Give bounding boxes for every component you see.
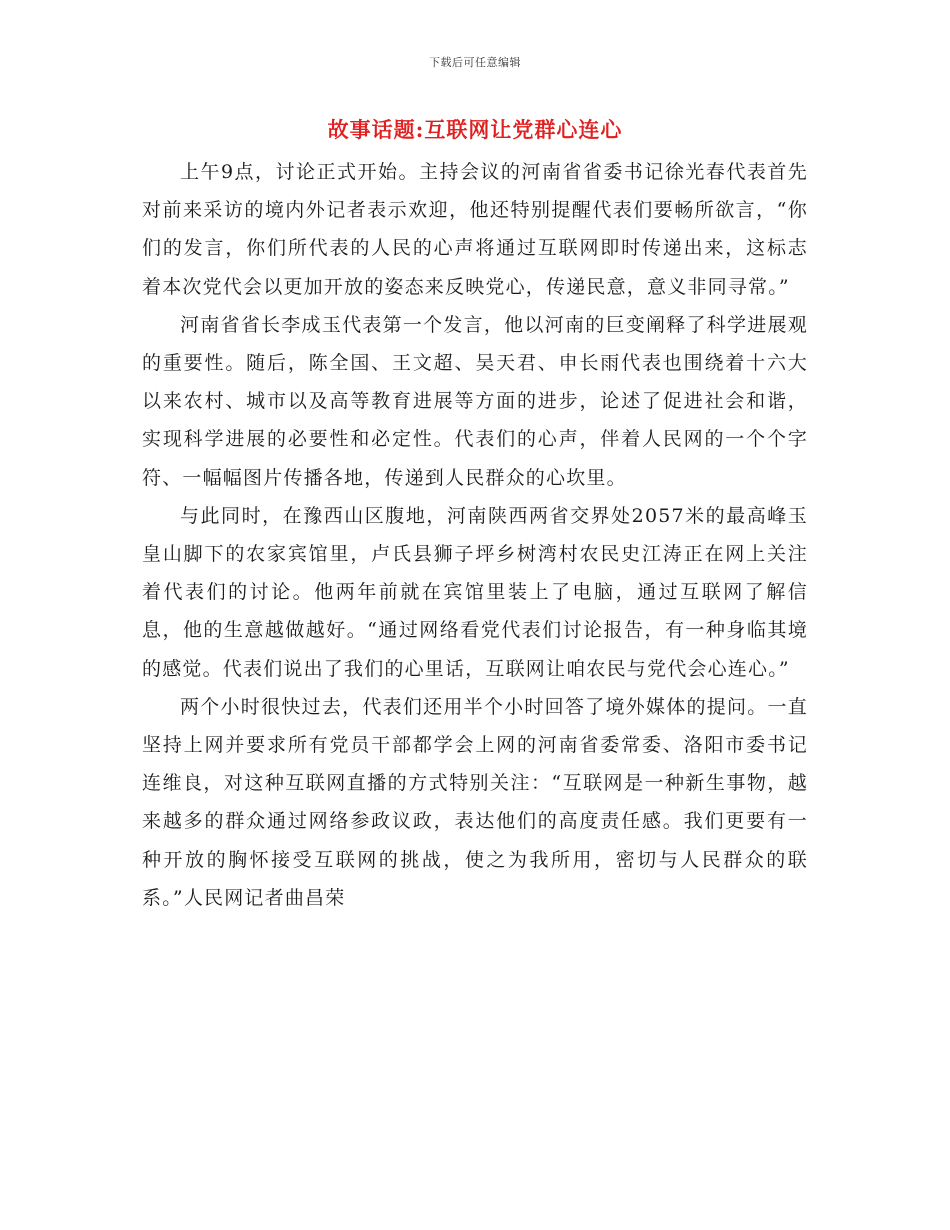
paragraph-4: 两个小时很快过去，代表们还用半个小时回答了境外媒体的提问。一直坚持上网并要求所有党员干部都学会上网的河南省委常委、洛阳市委书记连维良，对这种互联网直播的方式特别关注：“互联网是一种新生事物，越来越多的群众通过网络参政议政，表达他们的高度责任感。我们更要有一种开放的胸怀接受互联网的挑战，使之为我所用，密切与人民群众的联系。”人民网记者曲昌荣 bbox=[142, 695, 808, 909]
page-header: 下载后可任意编辑 bbox=[429, 56, 521, 69]
paragraph-1: 上午9点，讨论正式开始。主持会议的河南省省委书记徐光春代表首先对前来采访的境内外记者表示欢迎，他还特别提醒代表们要畅所欲言，“你们的发言，你们所代表的人民的心声将通过互联网即时传递出来，这标志着本次党代会以更加开放的姿态来反映党心，传递民意，意义非同寻常。” bbox=[142, 161, 808, 298]
article-title: 故事话题:互联网让党群心连心 bbox=[327, 117, 623, 142]
paragraph-2: 河南省省长李成玉代表第一个发言，他以河南的巨变阐释了科学进展观的重要性。随后，陈全国、王文超、吴天君、申长雨代表也围绕着十六大以来农村、城市以及高等教育进展等方面的进步，论述了促进社会和谐，实现科学进展的必要性和必定性。代表们的心声，伴着人民网的一个个字符、一幅幅图片传播各地，传递到人民群众的心坎里。 bbox=[142, 313, 808, 489]
article-body bbox=[142, 153, 808, 917]
paragraph-3: 与此同时，在豫西山区腹地，河南陕西两省交界处2057米的最高峰玉皇山脚下的农家宾馆里，卢氏县狮子坪乡树湾村农民史江涛正在网上关注着代表们的讨论。他两年前就在宾馆里装上了电脑，通过互联网了解信息，他的生意越做越好。“通过网络看党代表们讨论报告，有一种身临其境的感觉。代表们说出了我们的心里话，互联网让咱农民与党代会心连心。” bbox=[142, 504, 808, 680]
